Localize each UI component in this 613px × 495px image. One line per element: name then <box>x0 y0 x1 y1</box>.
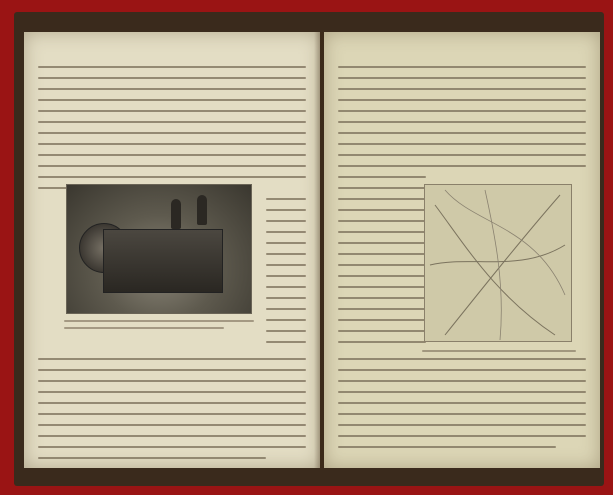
cotton-machine-photo <box>66 184 252 314</box>
text-line <box>338 242 426 244</box>
text-line <box>38 88 306 90</box>
machine-body <box>103 229 223 293</box>
caption-line <box>422 350 576 352</box>
text-line <box>338 369 586 371</box>
text-line <box>38 176 306 178</box>
text-line <box>266 319 306 321</box>
text-line <box>38 99 306 101</box>
text-line <box>38 457 266 459</box>
text-line <box>338 330 426 332</box>
text-line <box>338 132 586 134</box>
text-line <box>338 143 586 145</box>
text-line <box>338 380 586 382</box>
text-line <box>38 121 306 123</box>
text-line <box>338 176 426 178</box>
text-line <box>266 275 306 277</box>
worker-figure <box>171 199 181 229</box>
text-line <box>266 264 306 266</box>
text-line <box>38 358 306 360</box>
text-line <box>38 391 306 393</box>
text-line <box>338 275 426 277</box>
text-line <box>38 369 306 371</box>
text-line <box>338 77 586 79</box>
text-line <box>266 231 306 233</box>
text-line <box>338 231 426 233</box>
text-line <box>338 220 426 222</box>
text-line <box>338 435 586 437</box>
text-line <box>338 165 586 167</box>
text-line <box>338 198 426 200</box>
text-line <box>338 264 426 266</box>
text-line <box>38 165 306 167</box>
text-line <box>338 341 426 343</box>
text-line <box>266 297 306 299</box>
text-line <box>38 66 306 68</box>
text-line <box>266 242 306 244</box>
text-line <box>338 286 426 288</box>
text-line <box>266 330 306 332</box>
text-line <box>338 66 586 68</box>
figure-caption-left <box>64 316 254 329</box>
text-line <box>38 402 306 404</box>
text-line <box>338 358 586 360</box>
text-line <box>266 286 306 288</box>
text-line <box>338 209 426 211</box>
text-line <box>338 413 586 415</box>
text-line <box>338 187 426 189</box>
text-line <box>38 143 306 145</box>
text-line <box>338 308 426 310</box>
caption-line <box>64 327 224 329</box>
text-line <box>266 341 306 343</box>
text-line <box>38 110 306 112</box>
text-line <box>338 253 426 255</box>
right-page <box>324 32 600 468</box>
text-line <box>266 220 306 222</box>
text-line <box>266 253 306 255</box>
text-line <box>338 446 556 448</box>
text-line <box>38 77 306 79</box>
text-line <box>338 121 586 123</box>
text-line <box>38 413 306 415</box>
fiber-lines-illustration <box>425 185 571 341</box>
text-line <box>38 424 306 426</box>
text-line <box>38 380 306 382</box>
text-line <box>338 88 586 90</box>
text-line <box>38 446 306 448</box>
text-line <box>266 198 306 200</box>
text-line <box>338 319 426 321</box>
text-line <box>338 99 586 101</box>
worker-figure <box>197 195 207 225</box>
text-line <box>38 154 306 156</box>
open-book <box>14 12 604 486</box>
text-line <box>338 424 586 426</box>
text-line <box>38 132 306 134</box>
text-line <box>338 297 426 299</box>
cotton-fiber-sketch <box>424 184 572 342</box>
text-line <box>338 391 586 393</box>
figure-caption-right <box>422 346 576 352</box>
text-line <box>266 209 306 211</box>
left-page <box>24 32 320 468</box>
text-line <box>266 308 306 310</box>
text-line <box>338 154 586 156</box>
text-line <box>38 435 306 437</box>
caption-line <box>64 320 254 322</box>
text-line <box>338 110 586 112</box>
text-line <box>338 402 586 404</box>
